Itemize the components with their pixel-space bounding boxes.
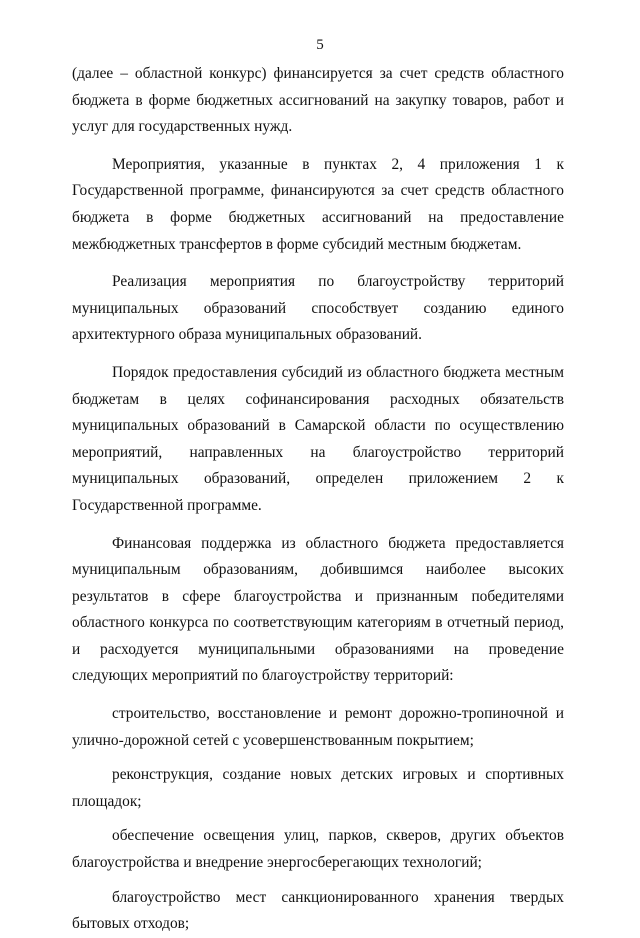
page-number: 5: [316, 37, 324, 53]
list-item-lighting: обеспечение освещения улиц, парков, скверов, других объектов благоустройства и внедрение энергосберегающих технологий;: [72, 827, 564, 872]
paragraph-financial-support: Финансовая поддержка из областного бюджета предоставляется муниципальным образованиям, добившимся наиболее высоких результатов в сфере благоустройства и признанным победителями областного конкурса по соответствующим категориям в отчетный период, и расходуется муниципальными образованиями на проведение следующих мероприятий по благоустройству территорий:: [72, 534, 564, 685]
list-item-waste-sites: благоустройство мест санкционированного хранения твердых бытовых отходов;: [72, 888, 564, 933]
list-item-playgrounds: реконструкция, создание новых детских игровых и спортивных площадок;: [72, 766, 564, 810]
paragraph-subsidy-procedure: Порядок предоставления субсидий из областного бюджета местным бюджетам в целях софинансирования расходных обязательств муниципальных образований в Самарской области по осуществлению мероприятий, направленных на благоустройство территорий муниципальных образований, определен приложением 2 к Государственной программе.: [72, 363, 564, 514]
list-item-roads: строительство, восстановление и ремонт дорожно-тропиночной и улично-дорожной сетей с усовершенствованным покрытием;: [72, 705, 564, 749]
paragraph-events-funding: Мероприятия, указанные в пунктах 2, 4 приложения 1 к Государственной программе, финансируются за счет средств областного бюджета в форме бюджетных ассигнований на предоставление межбюджетных трансфертов в форме субсидий местным бюджетам.: [72, 155, 564, 253]
document-body: [72, 61, 564, 938]
paragraph-continuation: (далее – областной конкурс) финансируется за счет средств областного бюджета в форме бюджетных ассигнований на закупку товаров, работ и услуг для государственных нужд.: [72, 65, 564, 136]
paragraph-implementation: Реализация мероприятия по благоустройству территорий муниципальных образований способствует созданию единого архитектурного образа муниципальных образований.: [72, 273, 564, 344]
